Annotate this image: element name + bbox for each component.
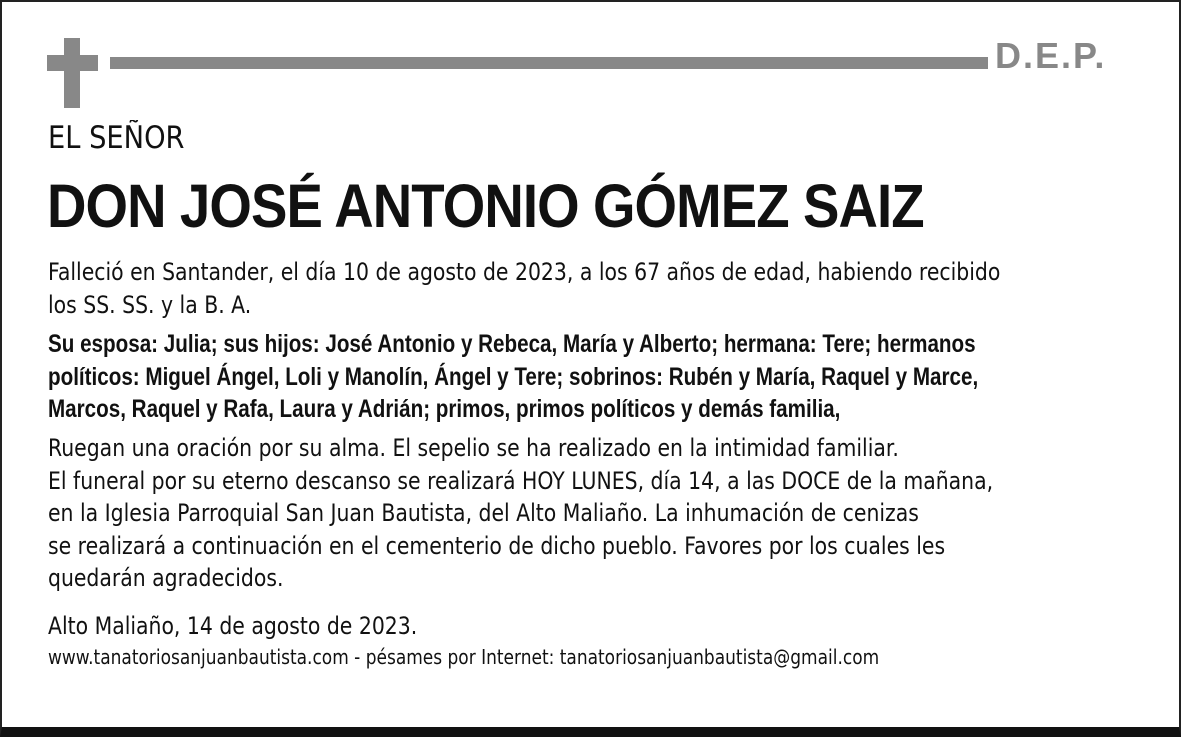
funeral-line: Ruegan una oración por su alma. El sepelio se ha realizado en la intimidad familiar.	[48, 434, 899, 462]
funeral-line: en la Iglesia Parroquial San Juan Bautista, del Alto Maliaño. La inhumación de cenizas	[48, 499, 919, 528]
family-line: Su esposa: Julia; sus hijos: José Antonio y Rebeca, María y Alberto; hermana: Tere; hermanos	[48, 330, 976, 358]
funeral-line: se realizará a continuación en el cementerio de dicho pueblo. Favores por los cuales les	[48, 531, 946, 560]
death-notice-line: los SS. SS. y la B. A.	[48, 290, 252, 319]
header-rule	[110, 57, 988, 69]
death-notice-line: Falleció en Santander, el día 10 de agosto de 2023, a los 67 años de edad, habiendo recibido	[48, 258, 1001, 286]
website-contact-line: www.tanatoriosanjuanbautista.com - pésames por Internet: tanatoriosanjuanbautista@gmail.com	[48, 645, 880, 669]
honorific-title: EL SEÑOR	[48, 120, 185, 156]
place-date: Alto Maliaño, 14 de agosto de 2023.	[48, 612, 418, 640]
deceased-name: DON JOSÉ ANTONIO GÓMEZ SAIZ	[47, 172, 924, 240]
funeral-details	[48, 432, 993, 595]
family-line: políticos: Miguel Ángel, Loli y Manolín, Ángel y Tere; sobrinos: Rubén y María, Raquel y Marce,	[48, 362, 979, 391]
death-notice	[48, 256, 1000, 321]
funeral-line: El funeral por su eterno descanso se realizará HOY LUNES, día 14, a las DOCE de la mañana,	[48, 466, 994, 495]
cross-icon-horizontal	[47, 55, 98, 71]
family-list	[48, 328, 978, 426]
cross-icon-vertical	[64, 38, 80, 108]
dep-label: D.E.P.	[995, 35, 1107, 76]
family-line: Marcos, Raquel y Rafa, Laura y Adrián; primos, primos políticos y demás familia,	[48, 395, 841, 424]
funeral-line: quedarán agradecidos.	[48, 564, 284, 593]
